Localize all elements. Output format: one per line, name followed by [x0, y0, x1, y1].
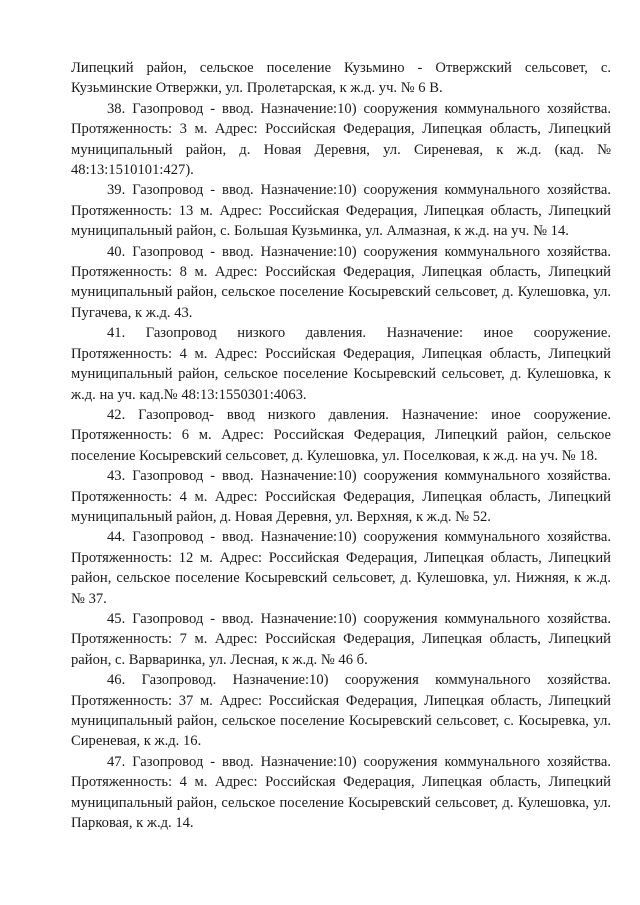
- list-item-43: 43. Газопровод - ввод. Назначение:10) сооружения коммунального хозяйства. Протяженность: 4 м. Адрес: Российская Федерация, Липецкая область, Липецкий муниципальный район, д. Новая Деревня, ул. Верхняя, к ж.д. № 52.: [71, 468, 611, 525]
- list-item-42: 42. Газопровод- ввод низкого давления. Назначение: иное сооружение. Протяженность: 6 м. Адрес: Российская Федерация, Липецкий район, сельское поселение Косыревский сельсовет, д. Кулешовка, ул. Поселковая, к ж.д. на уч. № 18.: [71, 406, 611, 464]
- list-item-40: 40. Газопровод - ввод. Назначение:10) сооружения коммунального хозяйства. Протяженность: 8 м. Адрес: Российская Федерация, Липецкая область, Липецкий муниципальный район, сельское поселение Косыревский сельсовет, д. Кулешовка, ул. Пугачева, к ж.д. 43.: [71, 243, 611, 321]
- list-item-46: 46. Газопровод. Назначение:10) сооружения коммунального хозяйства. Протяженность: 37 м. Адрес: Российская Федерация, Липецкая область, Липецкий муниципальный район, сельское поселение Косыревский сельсовет, с. Косыревка, ул. Сиреневая, к ж.д. 16.: [71, 672, 611, 750]
- list-item-38: 38. Газопровод - ввод. Назначение:10) сооружения коммунального хозяйства. Протяженность: 3 м. Адрес: Российская Федерация, Липецкая область, Липецкий муниципальный район, д. Новая Деревня, ул. Сиреневая, к ж.д. (кад. № 48:13:1510101:427).: [71, 100, 611, 179]
- list-item-44: 44. Газопровод - ввод. Назначение:10) сооружения коммунального хозяйства. Протяженность: 12 м. Адрес: Российская Федерация, Липецкая область, Липецкий район, сельское поселение Косыревский сельсовет, д. Кулешовка, ул. Нижняя, к ж.д. № 37.: [71, 529, 611, 607]
- paragraph-continuation: Липецкий район, сельское поселение Кузьмино - Отвержский сельсовет, с. Кузьминские Отвержки, ул. Пролетарская, к ж.д. уч. № 6 В.: [71, 60, 611, 97]
- document-page: [71, 58, 611, 833]
- list-item-45: 45. Газопровод - ввод. Назначение:10) сооружения коммунального хозяйства. Протяженность: 7 м. Адрес: Российская Федерация, Липецкая область, Липецкий район, с. Варваринка, ул. Лесная, к ж.д. № 46 б.: [71, 610, 611, 668]
- list-item-47: 47. Газопровод - ввод. Назначение:10) сооружения коммунального хозяйства. Протяженность: 4 м. Адрес: Российская Федерация, Липецкая область, Липецкий муниципальный район, сельское поселение Косыревский сельсовет, д. Кулешовка, ул. Парковая, к ж.д. 14.: [71, 753, 611, 832]
- list-item-41: 41. Газопровод низкого давления. Назначение: иное сооружение. Протяженность: 4 м. Адрес: Российская Федерация, Липецкая область, Липецкий муниципальный район, сельское поселение Косыревский сельсовет, д. Кулешовка, к ж.д. на уч. кад.№ 48:13:1550301:4063.: [71, 325, 611, 403]
- list-item-39: 39. Газопровод - ввод. Назначение:10) сооружения коммунального хозяйства. Протяженность: 13 м. Адрес: Российская Федерация, Липецкая область, Липецкий муниципальный район, с. Большая Кузьминка, ул. Алмазная, к ж.д. на уч. № 14.: [71, 182, 611, 240]
